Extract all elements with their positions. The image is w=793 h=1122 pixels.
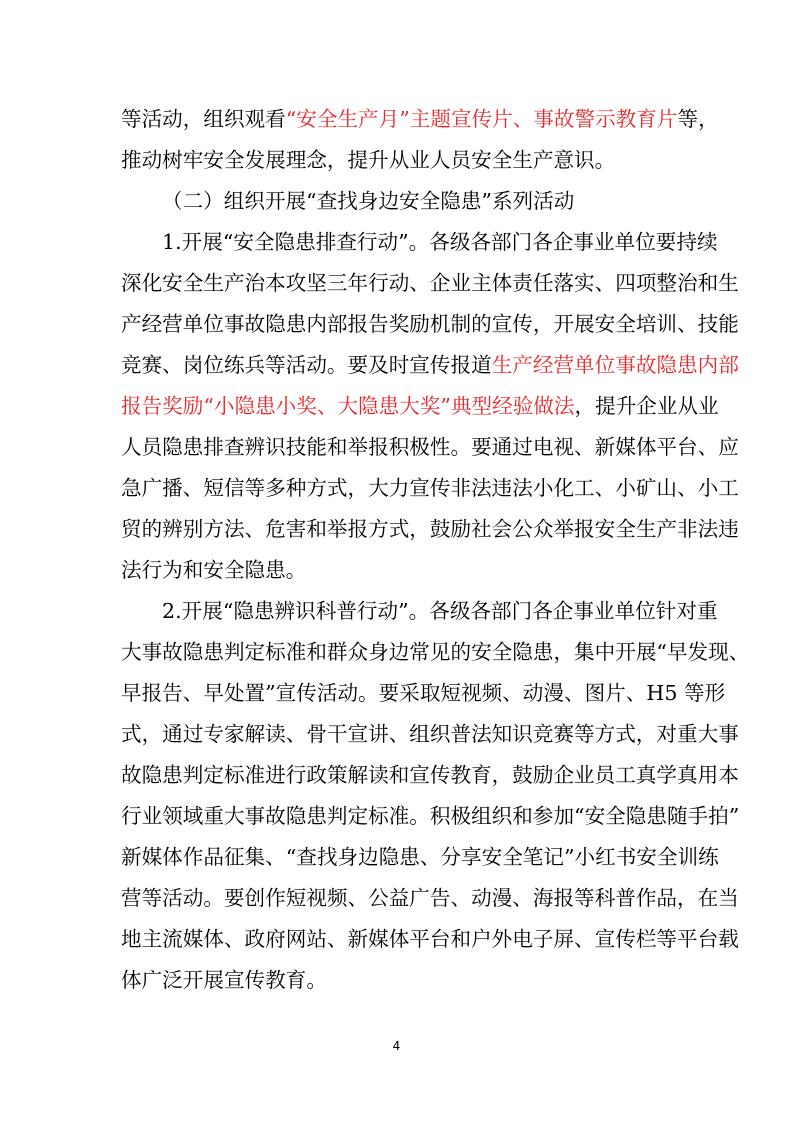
text-line xyxy=(162,224,718,260)
text-segment: 2.开展“隐患辨识科普行动”。各级各部门各企事业单位针对重 xyxy=(162,599,718,623)
text-line xyxy=(121,347,739,383)
text-segment: 营等活动。要创作短视频、公益广告、动漫、海报等科普作品，在当 xyxy=(121,886,739,910)
text-line xyxy=(121,388,719,424)
text-segment: 人员隐患排查辨识技能和举报积极性。要通过电视、新媒体平台、应 xyxy=(121,435,739,459)
text-line xyxy=(121,634,750,670)
text-segment: 1.开展“安全隐患排查行动”。各级各部门各企事业单位要持续 xyxy=(162,230,718,254)
text-line xyxy=(121,265,739,301)
highlighted-text: “安全生产月”主题宣传片、事故警示教育片 xyxy=(285,107,678,131)
text-line xyxy=(121,552,674,588)
text-segment: 等， xyxy=(677,107,719,131)
text-line xyxy=(121,470,739,506)
text-segment: 推动树牢安全发展理念，提升从业人员安全生产意识。 xyxy=(121,148,616,172)
text-segment: 新媒体作品征集、“查找身边隐患、分享安全笔记”小红书安全训练 xyxy=(121,845,719,869)
text-line xyxy=(162,183,674,219)
text-segment: 法行为和安全隐患。 xyxy=(121,558,307,582)
text-segment: 行业领域重大事故隐患判定标准。积极组织和参加“安全隐患随手拍” xyxy=(121,804,740,828)
text-line xyxy=(121,101,719,137)
text-segment: 等活动，组织观看 xyxy=(121,107,286,131)
text-segment: 产经营单位事故隐患内部报告奖励机制的宣传，开展安全培训、技能 xyxy=(121,312,739,336)
text-line xyxy=(121,798,740,834)
text-segment: 体广泛开展宣传教育。 xyxy=(121,968,327,992)
text-segment: 竞赛、岗位练兵等活动。要及时宣传报道 xyxy=(121,353,492,377)
text-line xyxy=(121,880,739,916)
text-line xyxy=(121,757,739,793)
text-segment: ，提升企业从业 xyxy=(574,394,719,418)
text-line xyxy=(121,716,739,752)
text-line xyxy=(121,962,674,998)
text-line xyxy=(121,511,739,547)
text-segment: 大事故隐患判定标准和群众身边常见的安全隐患，集中开展“早发现、 xyxy=(121,640,750,664)
text-line xyxy=(121,306,739,342)
text-segment: 地主流媒体、政府网站、新媒体平台和户外电子屏、宣传栏等平台载 xyxy=(121,927,739,951)
text-segment: 早报告、早处置”宣传活动。要采取短视频、动漫、图片、H5 等形 xyxy=(121,681,726,705)
text-segment: 深化安全生产治本攻坚三年行动、企业主体责任落实、四项整治和生 xyxy=(121,271,739,295)
text-segment: 贸的辨别方法、危害和举报方式，鼓励社会公众举报安全生产非法违 xyxy=(121,517,739,541)
text-segment: 急广播、短信等多种方式，大力宣传非法违法小化工、小矿山、小工 xyxy=(121,476,739,500)
text-line xyxy=(121,839,719,875)
text-line xyxy=(162,593,718,629)
text-line xyxy=(121,429,739,465)
text-segment: 故隐患判定标准进行政策解读和宣传教育，鼓励企业员工真学真用本 xyxy=(121,763,739,787)
highlighted-text: 生产经营单位事故隐患内部 xyxy=(491,353,739,377)
text-segment: （二）组织开展“查找身边安全隐患”系列活动 xyxy=(162,189,575,213)
text-line xyxy=(121,921,739,957)
text-segment: 式，通过专家解读、骨干宣讲、组织普法知识竞赛等方式，对重大事 xyxy=(121,722,739,746)
highlighted-text: 报告奖励“小隐患小奖、大隐患大奖”典型经验做法 xyxy=(121,394,575,418)
page-number: 4 xyxy=(392,1039,401,1053)
text-line xyxy=(121,675,726,711)
text-line xyxy=(121,142,674,178)
